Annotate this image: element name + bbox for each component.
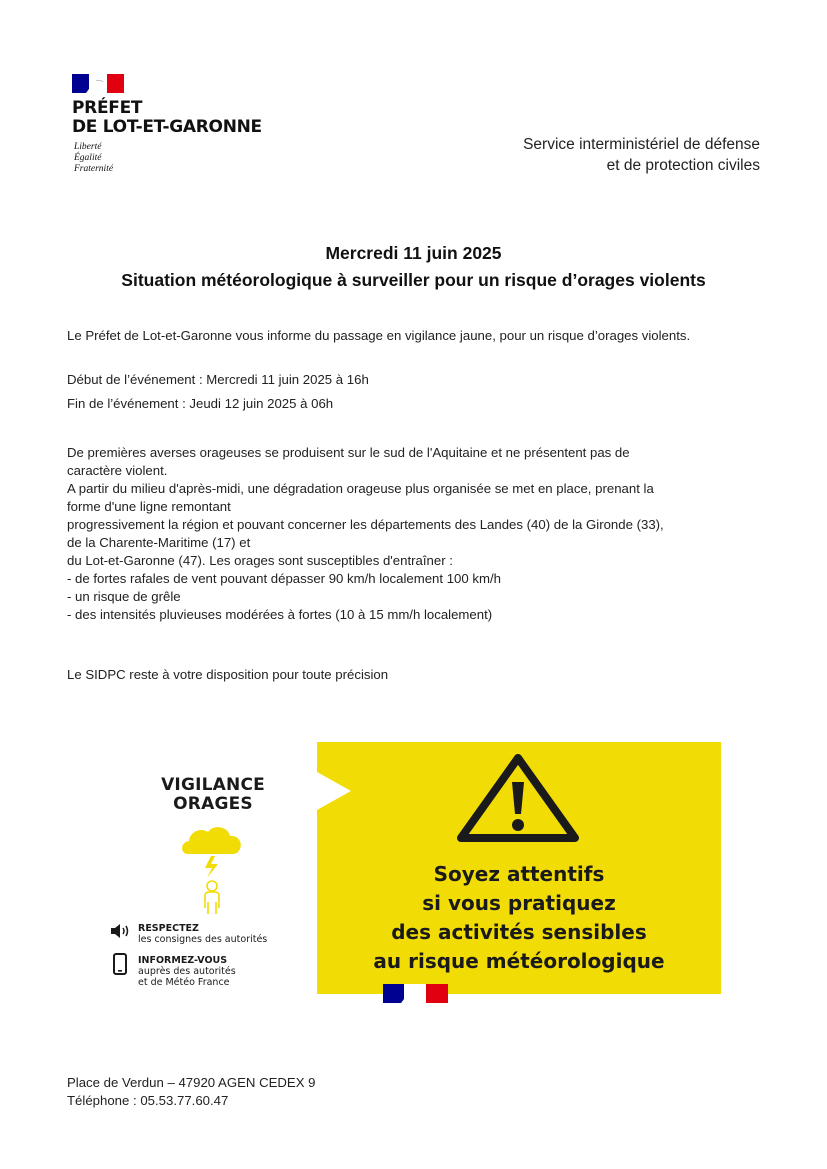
body-line: du Lot-et-Garonne (47). Les orages sont susceptibles d'entraîner : <box>67 553 453 568</box>
footer-address: Place de Verdun – 47920 AGEN CEDEX 9 <box>67 1075 316 1090</box>
body-line: A partir du milieu d'après-midi, une dégradation orageuse plus organisée se met en place, prenant la <box>67 481 654 496</box>
event-end: Fin de l’événement : Jeudi 12 juin 2025 à 06h <box>67 396 334 411</box>
body-line: De premières averses orageuses se produisent sur le sud de l'Aquitaine et ne présentent pas de <box>67 445 630 460</box>
vigilance-message: Soyez attentifs si vous pratiquez des activités sensibles au risque météorologique <box>373 862 665 973</box>
republic-motto: Liberté Égalité Fraternité <box>74 142 114 174</box>
body-line: progressivement la région et pouvant concerner les départements des Landes (40) de la Gironde (33), <box>67 517 664 532</box>
service-name: Service interministériel de défense et de protection civiles <box>523 136 760 174</box>
vigilance-title: VIGILANCE ORAGES <box>161 775 265 814</box>
body-line: forme d'une ligne remontant <box>67 499 231 514</box>
closing-line: Le SIDPC reste à votre disposition pour toute précision <box>67 667 389 682</box>
body-line: - des intensités pluvieuses modérées à fortes (10 à 15 mm/h localement) <box>67 607 493 622</box>
footer-phone: Téléphone : 05.53.77.60.47 <box>67 1093 229 1108</box>
document-title <box>0 240 827 294</box>
intro-paragraph: Le Préfet de Lot-et-Garonne vous informe du passage en vigilance jaune, pour un risque d’orages violents. <box>67 328 691 343</box>
body-line: - de fortes rafales de vent pouvant dépasser 90 km/h localement 100 km/h <box>67 571 501 586</box>
storm-cloud-person-icon <box>178 822 248 917</box>
marianne-flag-logo <box>72 74 124 93</box>
prefet-name: PRÉFET DE LOT-ET-GARONNE <box>72 98 262 137</box>
speaker-icon <box>110 923 132 939</box>
title-date: Mercredi 11 juin 2025 <box>325 243 502 263</box>
body-line: - un risque de grêle <box>67 589 181 604</box>
legend-respectez: RESPECTEZ les consignes des autorités <box>138 923 268 945</box>
title-subject: Situation météorologique à surveiller pour un risque d’orages violents <box>121 270 706 290</box>
warning-triangle-icon <box>455 752 581 842</box>
box-notch <box>317 772 351 810</box>
footer-contact <box>67 1074 316 1110</box>
body-line: de la Charente-Maritime (17) et <box>67 535 251 550</box>
marianne-flag-small-logo <box>383 984 448 1003</box>
phone-icon <box>112 953 128 975</box>
body-line: caractère violent. <box>67 463 168 478</box>
legend-informez: INFORMEZ-VOUS auprès des autorités et de Météo France <box>138 955 236 988</box>
event-start: Début de l’événement : Mercredi 11 juin 2025 à 16h <box>67 372 369 387</box>
forecast-body <box>67 444 759 624</box>
